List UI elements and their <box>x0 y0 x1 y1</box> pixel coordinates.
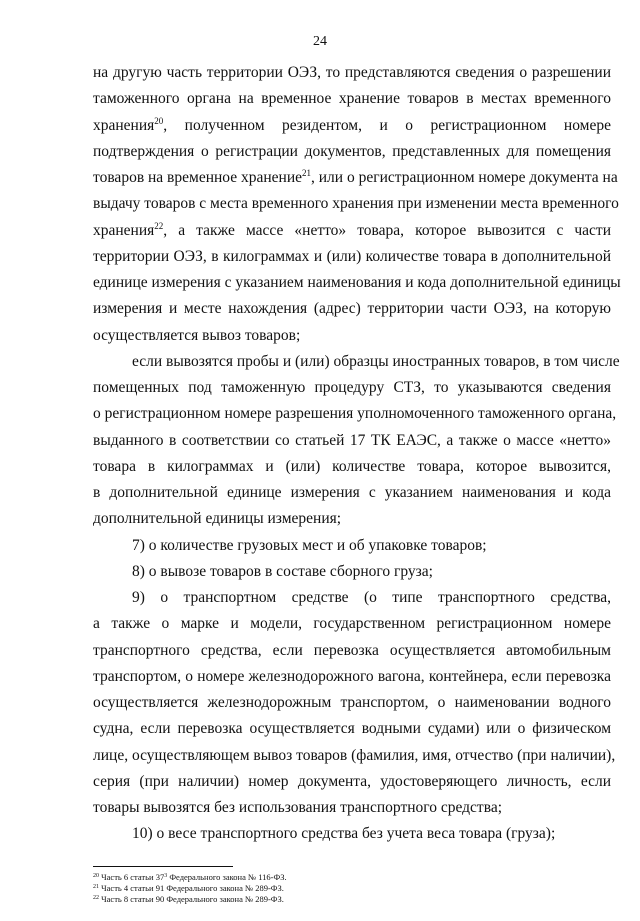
text-line-content: на другую часть территории ОЭЗ, то представляются сведения о разрешении <box>93 64 611 81</box>
footnote <box>93 872 287 883</box>
text-line <box>93 638 611 664</box>
text-line-content: выдачу товаров с места временного хранения при изменении места временного <box>93 195 619 213</box>
footnote-mark: 21 <box>93 884 99 890</box>
text-line-content: 10) о весе транспортного средства без учета веса товара (груза); <box>132 825 556 843</box>
footnote <box>93 894 284 905</box>
text-line-content: таможенного органа на временное хранение товаров в местах временного <box>93 90 611 108</box>
text-line <box>93 218 611 244</box>
text-line <box>93 191 619 217</box>
footnote-text: Часть 6 статьи 37 <box>101 872 165 882</box>
text-line-content: товаров на временное хранение <box>93 169 303 186</box>
footnote-reference[interactable]: 20 <box>154 115 164 126</box>
text-line-content: 9) о транспортном средстве (о типе транспортного средства, <box>132 589 611 606</box>
text-line-content: товара в килограммах и (или) количестве товара, которое вывозится, <box>93 457 611 475</box>
text-line-content: хранения <box>93 221 155 239</box>
text-line <box>93 323 611 349</box>
footnote-superscript: 3 <box>164 873 168 879</box>
text-line-content: товары вывозятся без использования транспортного средства; <box>93 799 503 816</box>
text-line <box>93 795 611 821</box>
text-line <box>93 769 611 795</box>
text-line <box>93 428 611 454</box>
footnote-mark: 20 <box>93 873 99 879</box>
text-line <box>93 506 611 532</box>
text-line-content: хранения <box>93 116 155 134</box>
text-line-content: помещенных под таможенную процедуру СТЗ, то указываются сведения <box>93 379 611 396</box>
text-line <box>132 349 620 375</box>
text-line-content: дополнительной единицы измерения; <box>93 510 342 528</box>
text-line-content: 7) о количестве грузовых мест и об упаковке товаров; <box>132 536 487 554</box>
text-line-content: а также о марке и модели, государственном регистрационном номере <box>93 615 611 633</box>
text-line <box>93 139 611 165</box>
text-line <box>93 244 611 270</box>
text-line <box>93 165 618 191</box>
footnote <box>93 883 284 894</box>
text-line-content: транспортного средства, если перевозка осуществляется автомобильным <box>93 641 611 659</box>
footnote-mark: 22 <box>93 895 99 901</box>
text-line-content: измерения и месте нахождения (адрес) территории части ОЭЗ, на которую <box>93 300 611 318</box>
text-line-content: в дополнительной единице измерения с указанием наименования и кода <box>93 484 611 501</box>
footnote-text-continuation: Федерального закона № 116-ФЗ. <box>167 872 287 882</box>
text-line <box>93 480 611 506</box>
text-line-content: подтверждения о регистрации документов, представленных для помещения <box>93 142 611 160</box>
page-number: 24 <box>313 34 327 49</box>
text-line-continuation: , или о регистрационном номере документа на <box>311 169 618 186</box>
text-line-content: если вывозятся пробы и (или) образцы иностранных товаров, в том числе <box>132 352 620 370</box>
text-line-content: единице измерения с указанием наименования и кода дополнительной единицы <box>93 274 621 291</box>
text-line <box>93 664 611 690</box>
text-line-content: транспортом, о номере железнодорожного вагона, контейнера, если перевозка <box>93 667 611 685</box>
text-line <box>132 585 611 611</box>
text-line <box>93 86 611 112</box>
text-line-content: серия (при наличии) номер документа, удостоверяющего личность, если <box>93 772 611 790</box>
text-line <box>93 743 616 769</box>
text-line <box>93 401 617 427</box>
text-line <box>132 821 611 847</box>
text-line <box>93 60 611 86</box>
text-line <box>132 533 611 559</box>
text-line-content: территории ОЭЗ, в килограммах и (или) количестве товара в дополнительной <box>93 247 611 265</box>
text-line-content: о регистрационном номере разрешения уполномоченного таможенного органа, <box>93 405 617 423</box>
footnote-reference[interactable]: 22 <box>154 220 164 231</box>
text-line-content: осуществляется железнодорожным транспортом, о наименовании водного <box>93 694 611 711</box>
text-line <box>132 559 611 585</box>
text-line-content: осуществляется вывоз товаров; <box>93 326 301 344</box>
text-line-continuation: , полученном резидентом, и о регистрационном номере <box>163 116 611 134</box>
text-line-content: лице, осуществляющем вывоз товаров (фамилия, имя, отчество (при наличии), <box>93 746 616 764</box>
text-line <box>93 296 611 322</box>
text-line-continuation: , а также массе «нетто» товара, которое вывозится с части <box>163 221 611 239</box>
text-line <box>93 611 611 637</box>
footnote-text: Часть 8 статьи 90 Федерального закона № 289-ФЗ. <box>101 894 284 904</box>
footnote-separator <box>93 866 233 867</box>
text-line <box>93 454 611 480</box>
text-line <box>93 270 621 296</box>
text-line <box>93 375 611 401</box>
text-line-content: судна, если перевозка осуществляется водными судами) или о физическом <box>93 720 611 738</box>
text-line-content: выданного в соответствии со статьей 17 ТК ЕАЭС, а также о массе «нетто» <box>93 431 611 449</box>
text-line-content: 8) о вывозе товаров в составе сборного груза; <box>132 562 433 580</box>
text-line <box>93 690 611 716</box>
footnote-reference[interactable]: 21 <box>302 168 312 178</box>
text-line <box>93 113 611 139</box>
text-line <box>93 716 611 742</box>
footnote-text: Часть 4 статьи 91 Федерального закона № 289-ФЗ. <box>101 883 284 893</box>
